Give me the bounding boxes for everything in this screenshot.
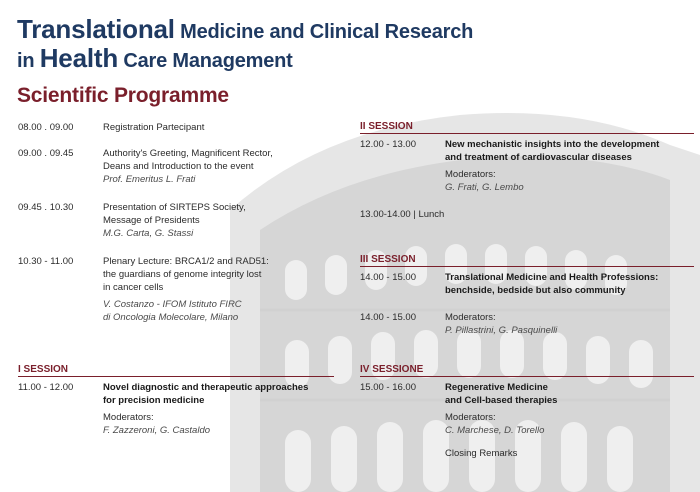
session-1 xyxy=(18,381,348,471)
title-line2-rest: Care Management xyxy=(123,50,293,72)
session-2-heading: II SESSION xyxy=(360,121,694,134)
session-4-heading: IV SESSIONE xyxy=(360,364,694,377)
programme-heading: Scientific Programme xyxy=(17,84,229,107)
item-description xyxy=(445,138,695,194)
item-speaker: M.G. Carta, G. Stassi xyxy=(103,228,194,239)
session-title-line: New mechanistic insights into the development xyxy=(445,139,660,150)
moderators-names: F. Zazzeroni, G. Castaldo xyxy=(103,425,211,436)
item-description xyxy=(103,201,313,240)
item-description xyxy=(445,381,695,460)
session-title-line: for precision medicine xyxy=(103,395,205,406)
item-line: Presentation of SIRTEPS Society, xyxy=(103,202,246,213)
item-line: Deans and Introduction to the event xyxy=(103,161,254,172)
item-line: Authority's Greeting, Magnificent Rector, xyxy=(103,148,273,159)
title-line1-rest: Medicine and Clinical Research xyxy=(180,21,474,43)
item-speaker: Prof. Emeritus L. Frati xyxy=(103,174,196,185)
title-in: in xyxy=(17,50,35,72)
title-translational: Translational xyxy=(17,14,175,44)
session-4 xyxy=(360,381,695,481)
item-time: 11.00 - 12.00 xyxy=(18,382,74,393)
moderators-label: Moderators: xyxy=(445,312,496,323)
item-time: 12.00 - 13.00 xyxy=(360,139,416,150)
moderators-label: Moderators: xyxy=(103,412,154,423)
moderators-names: C. Marchese, D. Torello xyxy=(445,425,545,436)
closing-remarks: Closing Remarks xyxy=(445,448,518,459)
item-description xyxy=(103,147,313,186)
moderators-label: Moderators: xyxy=(445,169,496,180)
title-health: Health xyxy=(39,43,118,73)
moderators-names: P. Pillastrini, G. Pasquinelli xyxy=(445,325,558,336)
item-line: Registration Partecipant xyxy=(103,122,205,133)
item-time: 15.00 - 16.00 xyxy=(360,382,416,393)
item-time: 09.00 . 09.45 xyxy=(18,148,74,159)
item-time: 10.30 - 11.00 xyxy=(18,256,74,267)
session-title-line: Regenerative Medicine xyxy=(445,382,548,393)
session-3 xyxy=(360,271,695,341)
session-3-heading: III SESSION xyxy=(360,254,694,267)
item-line: the guardians of genome integrity lost xyxy=(103,269,262,280)
item-description xyxy=(103,121,313,134)
item-line: Plenary Lecture: BRCA1/2 and RAD51: xyxy=(103,256,269,267)
item-time: 09.45 . 10.30 xyxy=(18,202,74,213)
item-description xyxy=(103,255,313,324)
session-title-line: Translational Medicine and Health Professions: xyxy=(445,272,659,283)
item-description xyxy=(445,271,695,297)
lunch-break: 13.00-14.00 | Lunch xyxy=(360,209,445,220)
item-line: Message of Presidents xyxy=(103,215,200,226)
item-time: 14.00 - 15.00 xyxy=(360,312,416,323)
session-1-heading: I SESSION xyxy=(18,364,334,377)
moderators-label: Moderators: xyxy=(445,412,496,423)
item-line: in cancer cells xyxy=(103,282,164,293)
moderators-names: G. Frati, G. Lembo xyxy=(445,182,524,193)
session-title-line: Novel diagnostic and therapeutic approaches xyxy=(103,382,309,393)
item-description xyxy=(103,381,313,437)
item-time: 14.00 - 15.00 xyxy=(360,272,416,283)
session-title-line: and Cell-based therapies xyxy=(445,395,558,406)
session-2 xyxy=(360,138,695,238)
item-description xyxy=(445,311,695,337)
page-title xyxy=(17,16,473,74)
item-time: 08.00 . 09.00 xyxy=(18,122,74,133)
session-title-line: and treatment of cardiovascular diseases xyxy=(445,152,632,163)
item-speaker: V. Costanzo - IFOM Istituto FIRC xyxy=(103,299,242,310)
item-speaker: di Oncologia Molecolare, Milano xyxy=(103,312,239,323)
session-title-line: benchside, bedside but also community xyxy=(445,285,626,296)
